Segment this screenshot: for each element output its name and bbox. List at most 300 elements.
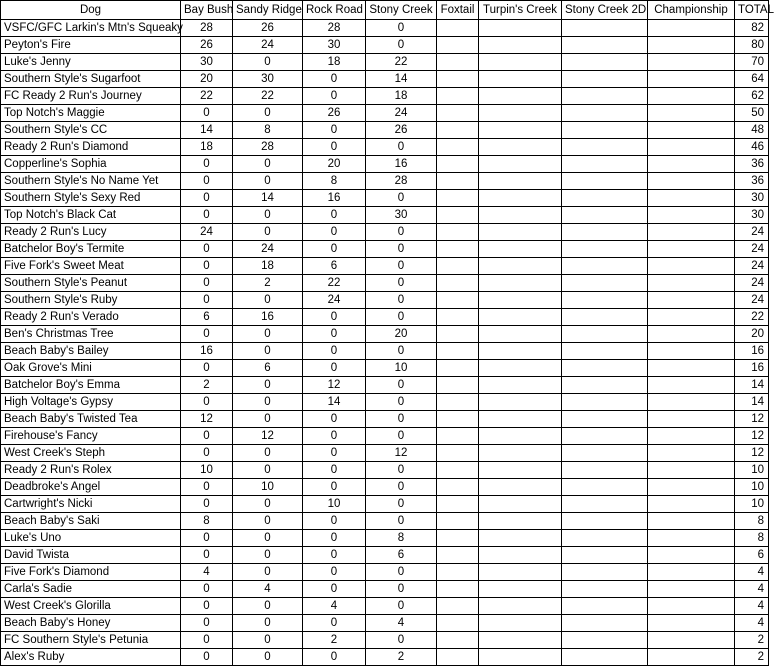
stony-creek-2d-cell[interactable] [562,360,648,377]
stony-creek-cell[interactable]: 22 [366,54,437,71]
championship-cell[interactable] [648,326,735,343]
sandy-ridge-cell[interactable]: 24 [233,37,303,54]
dog-name-cell[interactable]: Five Fork's Diamond [1,564,181,581]
total-cell[interactable]: 16 [735,360,769,377]
championship-cell[interactable] [648,377,735,394]
foxtail-cell[interactable] [437,207,479,224]
sandy-ridge-cell[interactable]: 8 [233,122,303,139]
rock-road-cell[interactable]: 0 [303,71,366,88]
sandy-ridge-cell[interactable]: 0 [233,649,303,666]
stony-creek-cell[interactable]: 10 [366,360,437,377]
turpins-creek-cell[interactable] [479,649,562,666]
championship-cell[interactable] [648,411,735,428]
total-cell[interactable]: 4 [735,581,769,598]
header-sandy-ridge[interactable]: Sandy Ridge [233,1,303,20]
turpins-creek-cell[interactable] [479,190,562,207]
total-cell[interactable]: 24 [735,258,769,275]
stony-creek-2d-cell[interactable] [562,411,648,428]
championship-cell[interactable] [648,54,735,71]
foxtail-cell[interactable] [437,530,479,547]
stony-creek-cell[interactable]: 0 [366,20,437,37]
championship-cell[interactable] [648,190,735,207]
foxtail-cell[interactable] [437,513,479,530]
turpins-creek-cell[interactable] [479,224,562,241]
rock-road-cell[interactable]: 0 [303,207,366,224]
bay-bush-cell[interactable]: 0 [181,581,233,598]
bay-bush-cell[interactable]: 8 [181,513,233,530]
championship-cell[interactable] [648,258,735,275]
total-cell[interactable]: 8 [735,513,769,530]
sandy-ridge-cell[interactable]: 0 [233,411,303,428]
bay-bush-cell[interactable]: 0 [181,292,233,309]
turpins-creek-cell[interactable] [479,343,562,360]
foxtail-cell[interactable] [437,632,479,649]
sandy-ridge-cell[interactable]: 0 [233,394,303,411]
sandy-ridge-cell[interactable]: 10 [233,479,303,496]
sandy-ridge-cell[interactable]: 0 [233,445,303,462]
total-cell[interactable]: 36 [735,173,769,190]
stony-creek-cell[interactable]: 0 [366,190,437,207]
stony-creek-2d-cell[interactable] [562,139,648,156]
foxtail-cell[interactable] [437,394,479,411]
sandy-ridge-cell[interactable]: 0 [233,513,303,530]
bay-bush-cell[interactable]: 0 [181,360,233,377]
sandy-ridge-cell[interactable]: 0 [233,156,303,173]
turpins-creek-cell[interactable] [479,207,562,224]
bay-bush-cell[interactable]: 0 [181,326,233,343]
championship-cell[interactable] [648,292,735,309]
stony-creek-cell[interactable]: 4 [366,615,437,632]
stony-creek-cell[interactable]: 0 [366,309,437,326]
sandy-ridge-cell[interactable]: 14 [233,190,303,207]
rock-road-cell[interactable]: 0 [303,530,366,547]
foxtail-cell[interactable] [437,547,479,564]
bay-bush-cell[interactable]: 0 [181,598,233,615]
sandy-ridge-cell[interactable]: 0 [233,54,303,71]
rock-road-cell[interactable]: 20 [303,156,366,173]
rock-road-cell[interactable]: 4 [303,598,366,615]
stony-creek-cell[interactable]: 0 [366,139,437,156]
rock-road-cell[interactable]: 0 [303,360,366,377]
rock-road-cell[interactable]: 0 [303,547,366,564]
championship-cell[interactable] [648,156,735,173]
championship-cell[interactable] [648,224,735,241]
foxtail-cell[interactable] [437,326,479,343]
sandy-ridge-cell[interactable]: 28 [233,139,303,156]
turpins-creek-cell[interactable] [479,360,562,377]
total-cell[interactable]: 30 [735,207,769,224]
championship-cell[interactable] [648,343,735,360]
dog-name-cell[interactable]: Carla's Sadie [1,581,181,598]
turpins-creek-cell[interactable] [479,241,562,258]
foxtail-cell[interactable] [437,224,479,241]
header-total[interactable]: TOTAL [735,1,769,20]
turpins-creek-cell[interactable] [479,326,562,343]
championship-cell[interactable] [648,581,735,598]
bay-bush-cell[interactable]: 6 [181,309,233,326]
sandy-ridge-cell[interactable]: 16 [233,309,303,326]
bay-bush-cell[interactable]: 0 [181,547,233,564]
turpins-creek-cell[interactable] [479,394,562,411]
bay-bush-cell[interactable]: 22 [181,88,233,105]
rock-road-cell[interactable]: 10 [303,496,366,513]
rock-road-cell[interactable]: 22 [303,275,366,292]
bay-bush-cell[interactable]: 0 [181,632,233,649]
stony-creek-2d-cell[interactable] [562,581,648,598]
stony-creek-2d-cell[interactable] [562,445,648,462]
header-foxtail[interactable]: Foxtail [437,1,479,20]
rock-road-cell[interactable]: 0 [303,411,366,428]
foxtail-cell[interactable] [437,20,479,37]
championship-cell[interactable] [648,428,735,445]
rock-road-cell[interactable]: 8 [303,173,366,190]
stony-creek-2d-cell[interactable] [562,275,648,292]
turpins-creek-cell[interactable] [479,377,562,394]
stony-creek-2d-cell[interactable] [562,105,648,122]
sandy-ridge-cell[interactable]: 0 [233,326,303,343]
stony-creek-cell[interactable]: 18 [366,88,437,105]
rock-road-cell[interactable]: 0 [303,139,366,156]
dog-name-cell[interactable]: Ready 2 Run's Rolex [1,462,181,479]
bay-bush-cell[interactable]: 12 [181,411,233,428]
dog-name-cell[interactable]: Beach Baby's Honey [1,615,181,632]
stony-creek-2d-cell[interactable] [562,496,648,513]
rock-road-cell[interactable]: 0 [303,479,366,496]
stony-creek-2d-cell[interactable] [562,343,648,360]
turpins-creek-cell[interactable] [479,462,562,479]
foxtail-cell[interactable] [437,343,479,360]
rock-road-cell[interactable]: 14 [303,394,366,411]
stony-creek-cell[interactable]: 24 [366,105,437,122]
bay-bush-cell[interactable]: 0 [181,173,233,190]
bay-bush-cell[interactable]: 0 [181,445,233,462]
rock-road-cell[interactable]: 2 [303,632,366,649]
dog-name-cell[interactable]: Top Notch's Maggie [1,105,181,122]
turpins-creek-cell[interactable] [479,105,562,122]
championship-cell[interactable] [648,105,735,122]
stony-creek-2d-cell[interactable] [562,598,648,615]
foxtail-cell[interactable] [437,411,479,428]
rock-road-cell[interactable]: 0 [303,309,366,326]
bay-bush-cell[interactable]: 28 [181,20,233,37]
dog-name-cell[interactable]: Southern Style's Ruby [1,292,181,309]
rock-road-cell[interactable]: 0 [303,343,366,360]
rock-road-cell[interactable]: 0 [303,88,366,105]
total-cell[interactable]: 4 [735,615,769,632]
turpins-creek-cell[interactable] [479,479,562,496]
stony-creek-cell[interactable]: 14 [366,71,437,88]
foxtail-cell[interactable] [437,360,479,377]
sandy-ridge-cell[interactable]: 12 [233,428,303,445]
sandy-ridge-cell[interactable]: 0 [233,547,303,564]
championship-cell[interactable] [648,207,735,224]
rock-road-cell[interactable]: 0 [303,224,366,241]
turpins-creek-cell[interactable] [479,445,562,462]
bay-bush-cell[interactable]: 0 [181,156,233,173]
dog-name-cell[interactable]: Beach Baby's Bailey [1,343,181,360]
stony-creek-2d-cell[interactable] [562,20,648,37]
dog-name-cell[interactable]: Firehouse's Fancy [1,428,181,445]
championship-cell[interactable] [648,37,735,54]
championship-cell[interactable] [648,462,735,479]
turpins-creek-cell[interactable] [479,139,562,156]
rock-road-cell[interactable]: 0 [303,241,366,258]
championship-cell[interactable] [648,496,735,513]
sandy-ridge-cell[interactable]: 22 [233,88,303,105]
bay-bush-cell[interactable]: 0 [181,649,233,666]
sandy-ridge-cell[interactable]: 0 [233,496,303,513]
header-rock-road[interactable]: Rock Road [303,1,366,20]
championship-cell[interactable] [648,479,735,496]
turpins-creek-cell[interactable] [479,564,562,581]
championship-cell[interactable] [648,360,735,377]
stony-creek-2d-cell[interactable] [562,241,648,258]
championship-cell[interactable] [648,530,735,547]
bay-bush-cell[interactable]: 20 [181,71,233,88]
stony-creek-cell[interactable]: 0 [366,275,437,292]
stony-creek-2d-cell[interactable] [562,88,648,105]
dog-name-cell[interactable]: FC Southern Style's Petunia [1,632,181,649]
stony-creek-cell[interactable]: 0 [366,37,437,54]
stony-creek-cell[interactable]: 16 [366,156,437,173]
total-cell[interactable]: 6 [735,547,769,564]
foxtail-cell[interactable] [437,190,479,207]
stony-creek-cell[interactable]: 0 [366,377,437,394]
stony-creek-2d-cell[interactable] [562,394,648,411]
foxtail-cell[interactable] [437,377,479,394]
foxtail-cell[interactable] [437,241,479,258]
stony-creek-cell[interactable]: 0 [366,479,437,496]
sandy-ridge-cell[interactable]: 24 [233,241,303,258]
turpins-creek-cell[interactable] [479,581,562,598]
championship-cell[interactable] [648,241,735,258]
foxtail-cell[interactable] [437,428,479,445]
sandy-ridge-cell[interactable]: 0 [233,598,303,615]
stony-creek-2d-cell[interactable] [562,54,648,71]
stony-creek-cell[interactable]: 0 [366,394,437,411]
dog-name-cell[interactable]: Beach Baby's Twisted Tea [1,411,181,428]
foxtail-cell[interactable] [437,462,479,479]
stony-creek-2d-cell[interactable] [562,649,648,666]
total-cell[interactable]: 10 [735,462,769,479]
bay-bush-cell[interactable]: 2 [181,377,233,394]
header-dog[interactable]: Dog [1,1,181,20]
foxtail-cell[interactable] [437,581,479,598]
sandy-ridge-cell[interactable]: 0 [233,224,303,241]
rock-road-cell[interactable]: 6 [303,258,366,275]
championship-cell[interactable] [648,394,735,411]
championship-cell[interactable] [648,615,735,632]
dog-name-cell[interactable]: West Creek's Glorilla [1,598,181,615]
sandy-ridge-cell[interactable]: 26 [233,20,303,37]
dog-name-cell[interactable]: Southern Style's CC [1,122,181,139]
total-cell[interactable]: 8 [735,530,769,547]
stony-creek-cell[interactable]: 0 [366,581,437,598]
dog-name-cell[interactable]: Batchelor Boy's Emma [1,377,181,394]
foxtail-cell[interactable] [437,71,479,88]
stony-creek-cell[interactable]: 0 [366,224,437,241]
sandy-ridge-cell[interactable]: 0 [233,292,303,309]
header-bay-bush[interactable]: Bay Bush [181,1,233,20]
foxtail-cell[interactable] [437,275,479,292]
total-cell[interactable]: 30 [735,190,769,207]
stony-creek-cell[interactable]: 6 [366,547,437,564]
total-cell[interactable]: 14 [735,377,769,394]
total-cell[interactable]: 16 [735,343,769,360]
stony-creek-cell[interactable]: 0 [366,428,437,445]
dog-name-cell[interactable]: Top Notch's Black Cat [1,207,181,224]
dog-name-cell[interactable]: Southern Style's Sugarfoot [1,71,181,88]
rock-road-cell[interactable]: 18 [303,54,366,71]
header-stony-creek-2d[interactable]: Stony Creek 2D [562,1,648,20]
turpins-creek-cell[interactable] [479,122,562,139]
dog-name-cell[interactable]: Batchelor Boy's Termite [1,241,181,258]
bay-bush-cell[interactable]: 0 [181,207,233,224]
rock-road-cell[interactable]: 24 [303,292,366,309]
total-cell[interactable]: 24 [735,292,769,309]
dog-name-cell[interactable]: Ready 2 Run's Verado [1,309,181,326]
bay-bush-cell[interactable]: 0 [181,190,233,207]
header-turpins-creek[interactable]: Turpin's Creek [479,1,562,20]
total-cell[interactable]: 14 [735,394,769,411]
championship-cell[interactable] [648,122,735,139]
sandy-ridge-cell[interactable]: 0 [233,343,303,360]
rock-road-cell[interactable]: 0 [303,445,366,462]
turpins-creek-cell[interactable] [479,411,562,428]
total-cell[interactable]: 10 [735,479,769,496]
bay-bush-cell[interactable]: 30 [181,54,233,71]
dog-name-cell[interactable]: Ben's Christmas Tree [1,326,181,343]
stony-creek-cell[interactable]: 12 [366,445,437,462]
foxtail-cell[interactable] [437,258,479,275]
total-cell[interactable]: 64 [735,71,769,88]
bay-bush-cell[interactable]: 0 [181,479,233,496]
stony-creek-2d-cell[interactable] [562,207,648,224]
championship-cell[interactable] [648,20,735,37]
sandy-ridge-cell[interactable]: 6 [233,360,303,377]
championship-cell[interactable] [648,88,735,105]
total-cell[interactable]: 46 [735,139,769,156]
stony-creek-2d-cell[interactable] [562,513,648,530]
header-championship[interactable]: Championship [648,1,735,20]
bay-bush-cell[interactable]: 0 [181,428,233,445]
stony-creek-2d-cell[interactable] [562,632,648,649]
total-cell[interactable]: 22 [735,309,769,326]
stony-creek-2d-cell[interactable] [562,479,648,496]
turpins-creek-cell[interactable] [479,88,562,105]
sandy-ridge-cell[interactable]: 0 [233,564,303,581]
foxtail-cell[interactable] [437,615,479,632]
dog-name-cell[interactable]: Peyton's Fire [1,37,181,54]
turpins-creek-cell[interactable] [479,513,562,530]
total-cell[interactable]: 4 [735,564,769,581]
dog-name-cell[interactable]: Alex's Ruby [1,649,181,666]
championship-cell[interactable] [648,445,735,462]
foxtail-cell[interactable] [437,292,479,309]
championship-cell[interactable] [648,139,735,156]
bay-bush-cell[interactable]: 26 [181,37,233,54]
total-cell[interactable]: 2 [735,649,769,666]
stony-creek-cell[interactable]: 0 [366,343,437,360]
stony-creek-2d-cell[interactable] [562,156,648,173]
foxtail-cell[interactable] [437,88,479,105]
total-cell[interactable]: 36 [735,156,769,173]
dog-name-cell[interactable]: Southern Style's Peanut [1,275,181,292]
turpins-creek-cell[interactable] [479,156,562,173]
stony-creek-2d-cell[interactable] [562,224,648,241]
total-cell[interactable]: 80 [735,37,769,54]
sandy-ridge-cell[interactable]: 2 [233,275,303,292]
turpins-creek-cell[interactable] [479,173,562,190]
turpins-creek-cell[interactable] [479,496,562,513]
foxtail-cell[interactable] [437,445,479,462]
stony-creek-cell[interactable]: 0 [366,496,437,513]
foxtail-cell[interactable] [437,598,479,615]
total-cell[interactable]: 10 [735,496,769,513]
stony-creek-2d-cell[interactable] [562,37,648,54]
rock-road-cell[interactable]: 26 [303,105,366,122]
rock-road-cell[interactable]: 12 [303,377,366,394]
dog-name-cell[interactable]: Deadbroke's Angel [1,479,181,496]
stony-creek-cell[interactable]: 0 [366,258,437,275]
bay-bush-cell[interactable]: 18 [181,139,233,156]
sandy-ridge-cell[interactable]: 0 [233,530,303,547]
sandy-ridge-cell[interactable]: 0 [233,105,303,122]
sandy-ridge-cell[interactable]: 0 [233,377,303,394]
turpins-creek-cell[interactable] [479,54,562,71]
turpins-creek-cell[interactable] [479,275,562,292]
stony-creek-2d-cell[interactable] [562,309,648,326]
foxtail-cell[interactable] [437,122,479,139]
total-cell[interactable]: 12 [735,411,769,428]
dog-name-cell[interactable]: Five Fork's Sweet Meat [1,258,181,275]
bay-bush-cell[interactable]: 0 [181,394,233,411]
dog-name-cell[interactable]: Cartwright's Nicki [1,496,181,513]
stony-creek-cell[interactable]: 20 [366,326,437,343]
turpins-creek-cell[interactable] [479,530,562,547]
foxtail-cell[interactable] [437,649,479,666]
bay-bush-cell[interactable]: 0 [181,530,233,547]
total-cell[interactable]: 82 [735,20,769,37]
foxtail-cell[interactable] [437,37,479,54]
stony-creek-cell[interactable]: 2 [366,649,437,666]
bay-bush-cell[interactable]: 0 [181,241,233,258]
foxtail-cell[interactable] [437,156,479,173]
turpins-creek-cell[interactable] [479,292,562,309]
rock-road-cell[interactable]: 0 [303,564,366,581]
dog-name-cell[interactable]: Luke's Jenny [1,54,181,71]
foxtail-cell[interactable] [437,309,479,326]
total-cell[interactable]: 20 [735,326,769,343]
stony-creek-cell[interactable]: 0 [366,241,437,258]
total-cell[interactable]: 12 [735,445,769,462]
stony-creek-cell[interactable]: 8 [366,530,437,547]
bay-bush-cell[interactable]: 14 [181,122,233,139]
foxtail-cell[interactable] [437,479,479,496]
stony-creek-cell[interactable]: 0 [366,564,437,581]
rock-road-cell[interactable]: 28 [303,20,366,37]
dog-name-cell[interactable]: Southern Style's Sexy Red [1,190,181,207]
foxtail-cell[interactable] [437,54,479,71]
stony-creek-2d-cell[interactable] [562,547,648,564]
championship-cell[interactable] [648,564,735,581]
turpins-creek-cell[interactable] [479,71,562,88]
bay-bush-cell[interactable]: 10 [181,462,233,479]
bay-bush-cell[interactable]: 24 [181,224,233,241]
bay-bush-cell[interactable]: 0 [181,275,233,292]
total-cell[interactable]: 4 [735,598,769,615]
turpins-creek-cell[interactable] [479,547,562,564]
